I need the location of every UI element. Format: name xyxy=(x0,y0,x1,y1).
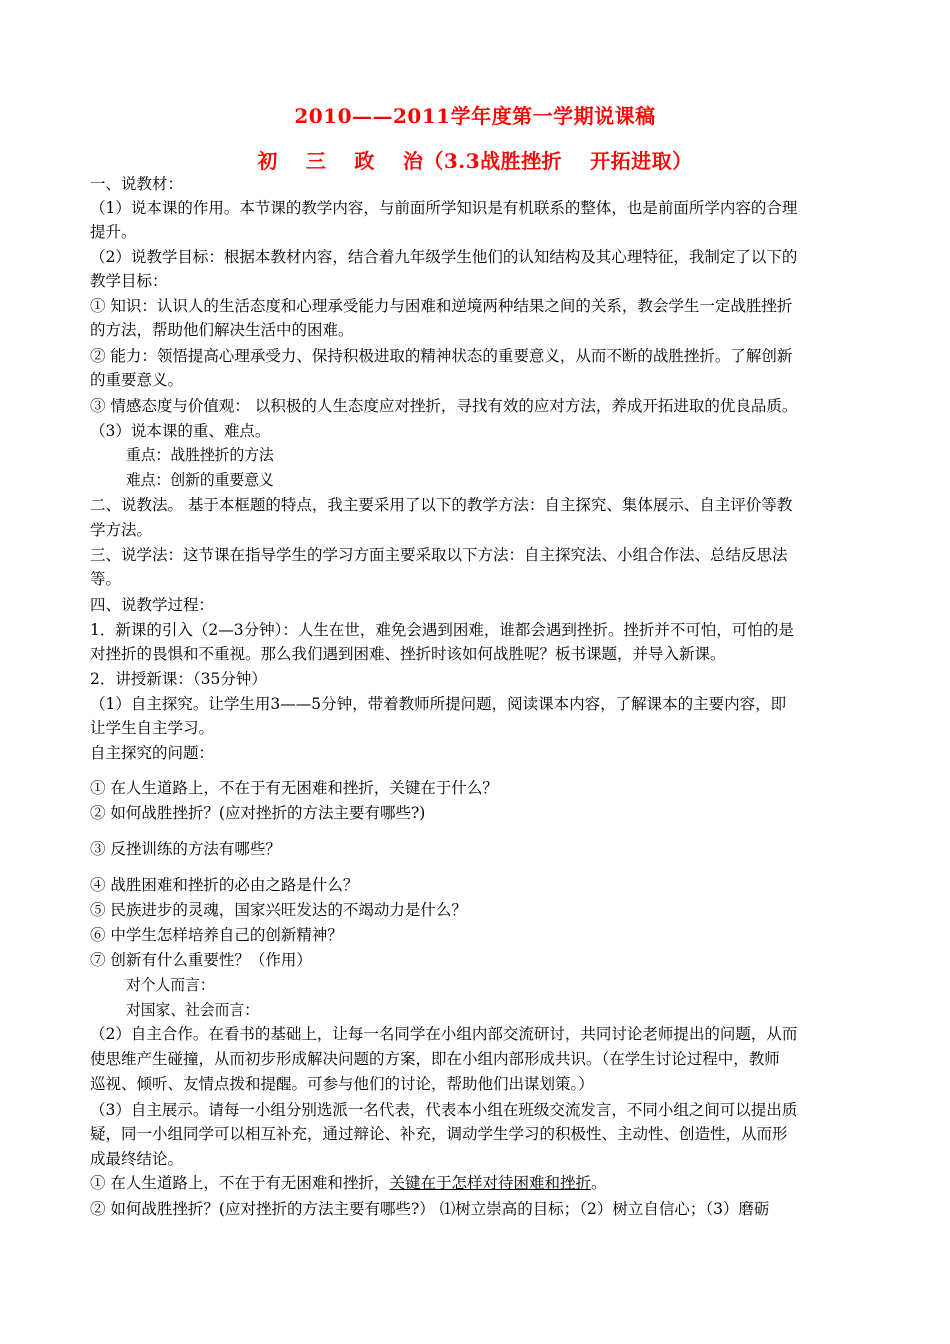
text-line: 成最终结论。 xyxy=(90,1150,184,1168)
question-item: ⑥ 中学生怎样培养自己的创新精神？ xyxy=(90,926,343,944)
text-line: 二、说教法。 基于本框题的特点，我主要采用了以下的教学方法：自主探究、集体展示、自主评价等教 xyxy=(90,496,793,514)
text-line: 对个人而言： xyxy=(126,976,215,994)
document-subtitle xyxy=(0,145,950,174)
text-line: 自主探究的问题： xyxy=(90,744,215,762)
text-line: （3）说本课的重、难点。 xyxy=(90,422,271,440)
text-line: ② 能力：领悟提高心理承受力、保持积极进取的精神状态的重要意义，从而不断的战胜挫折。了解创新 xyxy=(90,347,793,365)
text-line: （1）自主探究。让学生用3——5分钟，带着教师所提问题，阅读课本内容，了解课本的主要内容，即 xyxy=(90,695,787,713)
text-line: 2．讲授新课：（35分钟） xyxy=(90,670,267,688)
text-line: （3）自主展示。请每一小组分别选派一名代表，代表本小组在班级交流发言，不同小组之间可以提出质 xyxy=(90,1101,798,1119)
text-line: ① 知识：认识人的生活态度和心理承受能力与困难和逆境两种结果之间的关系，教会学生一定战胜挫折 xyxy=(90,297,793,315)
subtitle-part-4: 治（3.3战胜挫折 xyxy=(402,149,563,173)
answer-underlined: 关键在于怎样对待困难和挫折 xyxy=(389,1174,591,1192)
text-line: 难点：创新的重要意义 xyxy=(126,471,274,489)
text-line: 让学生自主学习。 xyxy=(90,719,215,737)
text-line: （2）说教学目标：根据本教材内容，结合着九年级学生他们的认知结构及其心理特征，我制定了以下的 xyxy=(90,248,798,266)
text-line: （1）说本课的作用。本节课的教学内容，与前面所学知识是有机联系的整体，也是前面所学内容的合理 xyxy=(90,199,798,217)
question-item: ① 在人生道路上，不在于有无困难和挫折，关键在于什么？ xyxy=(90,779,498,797)
text-line: 的方法，帮助他们解决生活中的困难。 xyxy=(90,321,354,339)
answer-line-1 xyxy=(90,1171,865,1195)
subtitle-part-5: 开拓进取） xyxy=(590,149,693,173)
text-line: 疑，同一小组同学可以相互补充，通过辩论、补充，调动学生学习的积极性、主动性、创造性，从而形 xyxy=(90,1125,788,1143)
subtitle-char-1: 初 xyxy=(257,149,278,173)
question-item: ② 如何战胜挫折？(应对挫折的方法主要有哪些?) xyxy=(90,804,426,822)
question-item: ④ 战胜困难和挫折的必由之路是什么？ xyxy=(90,876,359,894)
subtitle-char-3: 政 xyxy=(354,149,375,173)
text-line: 一、说教材： xyxy=(90,175,184,193)
text-line: 教学目标： xyxy=(90,272,168,290)
text-line: 对国家、社会而言： xyxy=(126,1001,260,1019)
text-line: 四、说教学过程： xyxy=(90,596,215,614)
text-line: ③ 情感态度与价值观： 以积极的人生态度应对挫折，寻找有效的应对方法，养成开拓进取的优良品质。 xyxy=(90,397,798,415)
text-line: 提升。 xyxy=(90,223,137,241)
text-line: 的重要意义。 xyxy=(90,371,184,389)
text-line: 1．新课的引入（2—3分钟）：人生在世，难免会遇到困难，谁都会遇到挫折。挫折并不可怕，可怕的是 xyxy=(90,621,794,639)
answer-pre: ① 在人生道路上，不在于有无困难和挫折， xyxy=(90,1174,390,1192)
text-line: 三、说学法：这节课在指导学生的学习方面主要采取以下方法：自主探究法、小组合作法、总结反思法 xyxy=(90,546,788,564)
text-line: 重点：战胜挫折的方法 xyxy=(126,446,274,464)
text-line: 等。 xyxy=(90,570,122,588)
text-line: （2）自主合作。在看书的基础上，让每一名同学在小组内部交流研讨，共同讨论老师提出的问题，从而 xyxy=(90,1025,798,1043)
text-line: 巡视、倾听、友情点拨和提醒。可参与他们的讨论，帮助他们出谋划策。） xyxy=(90,1075,594,1093)
text-line: 学方法。 xyxy=(90,521,153,539)
subtitle-char-2: 三 xyxy=(305,149,327,173)
answer-line-2: ② 如何战胜挫折？(应对挫折的方法主要有哪些?） ⑴树立崇高的目标；（2）树立自信心；（3）磨砺 xyxy=(90,1200,770,1218)
question-item: ③ 反挫训练的方法有哪些？ xyxy=(90,840,281,858)
text-line: 对挫折的畏惧和不重视。那么我们遇到困难、挫折时该如何战胜呢？板书课题，并导入新课。 xyxy=(90,645,726,663)
answer-post: 。 xyxy=(590,1174,607,1192)
document-title: 2010——2011学年度第一学期说课稿 xyxy=(294,104,656,128)
question-item: ⑦ 创新有什么重要性？（作用） xyxy=(90,951,312,969)
text-line: 使思维产生碰撞，从而初步形成解决问题的方案，即在小组内部形成共识。（在学生讨论过程中，教师 xyxy=(90,1050,780,1068)
question-item: ⑤ 民族进步的灵魂，国家兴旺发达的不竭动力是什么？ xyxy=(90,901,467,919)
